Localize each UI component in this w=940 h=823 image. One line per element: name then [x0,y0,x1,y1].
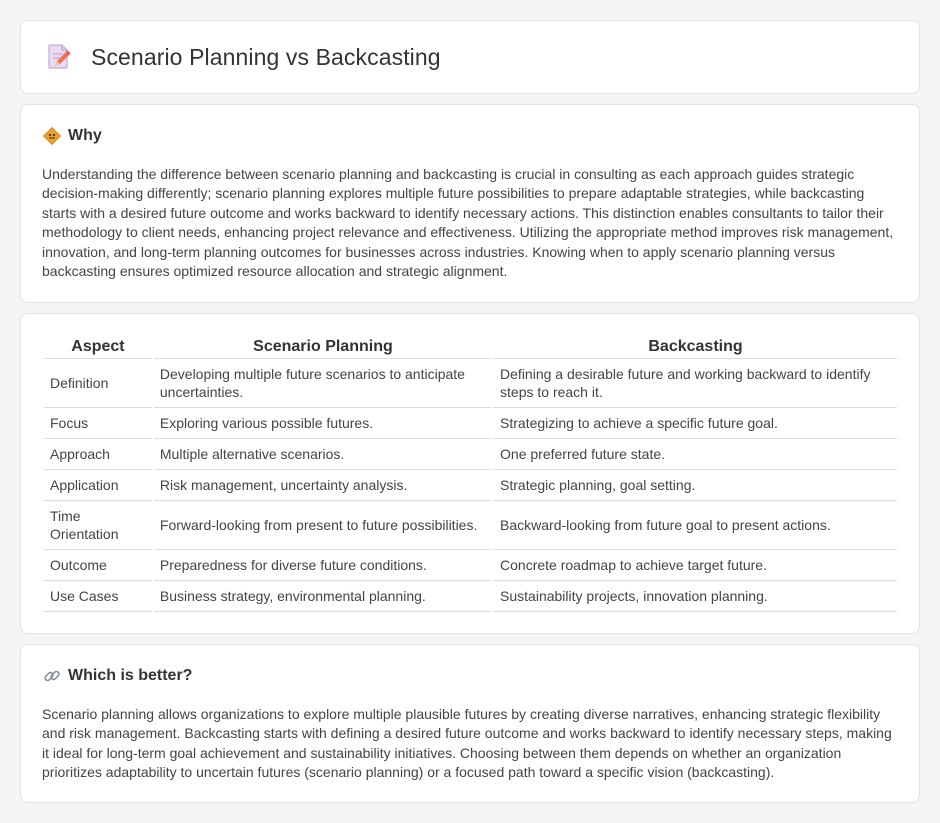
better-heading: Which is better? [68,667,193,684]
diamond-sign-icon [43,127,61,145]
row-scenario-planning: Preparedness for diverse future conditions. [154,550,492,581]
row-aspect: Focus [44,408,152,439]
table-row [44,439,897,470]
title-card [20,20,920,94]
row-aspect: Use Cases [44,581,152,612]
row-scenario-planning: Developing multiple future scenarios to anticipate uncertainties. [154,359,492,408]
link-icon [43,667,61,685]
row-aspect: Time Orientation [44,501,152,550]
row-backcasting: Backward-looking from future goal to present actions. [494,501,897,550]
better-heading-row [43,667,192,685]
better-text: Scenario planning allows organizations to explore multiple plausible futures by creating diverse narratives, enhancing strategic flexibility and risk management. Backcasting starts with defining a desired future outcome and works backward to identify necessary steps, making it ideal for long-term goal achievement and sustainability initiatives. Choosing between them depends on whether an organization prioritizes adaptability to uncertain futures (scenario planning) or a focused path toward a specific vision (backcasting). [42,706,892,781]
header-backcasting: Backcasting [494,334,897,359]
row-backcasting: Strategic planning, goal setting. [494,470,897,501]
row-scenario-planning: Forward-looking from present to future possibilities. [154,501,492,550]
comparison-table [42,334,899,612]
table-row [44,408,897,439]
row-scenario-planning: Multiple alternative scenarios. [154,439,492,470]
row-aspect: Approach [44,439,152,470]
why-heading: Why [68,127,102,144]
why-text: Understanding the difference between scenario planning and backcasting is crucial in consulting as each approach guides strategic decision-making differently; scenario planning explores multiple future possibilities to prepare adaptable strategies, while backcasting starts with a desired future outcome and works backward to identify necessary actions. This distinction enables consultants to tailor their methodology to client needs, enhancing project relevance and effectiveness. Utilizing the appropriate method improves risk management, innovation, and long-term planning outcomes for businesses across industries. Knowing when to apply scenario planning versus backcasting ensures optimized resource allocation and strategic alignment. [42,166,894,280]
comparison-card [20,313,920,634]
why-heading-row [43,127,102,145]
row-scenario-planning: Risk management, uncertainty analysis. [154,470,492,501]
why-card [20,104,920,303]
table-row [44,470,897,501]
row-backcasting: Defining a desirable future and working backward to identify steps to reach it. [494,359,897,408]
table-row [44,359,897,408]
header-scenario-planning: Scenario Planning [154,334,492,359]
row-backcasting: One preferred future state. [494,439,897,470]
table-row [44,581,897,612]
row-scenario-planning: Business strategy, environmental planning. [154,581,492,612]
row-backcasting: Concrete roadmap to achieve target future. [494,550,897,581]
table-row [44,550,897,581]
row-aspect: Outcome [44,550,152,581]
title-row [46,43,441,71]
row-aspect: Definition [44,359,152,408]
row-aspect: Application [44,470,152,501]
header-aspect: Aspect [44,334,152,359]
table-row [44,501,897,550]
table-header-row [44,334,897,359]
row-scenario-planning: Exploring various possible futures. [154,408,492,439]
row-backcasting: Sustainability projects, innovation planning. [494,581,897,612]
row-backcasting: Strategizing to achieve a specific future goal. [494,408,897,439]
document-pencil-icon [46,43,72,71]
page-title: Scenario Planning vs Backcasting [91,43,441,70]
which-is-better-card [20,644,920,803]
